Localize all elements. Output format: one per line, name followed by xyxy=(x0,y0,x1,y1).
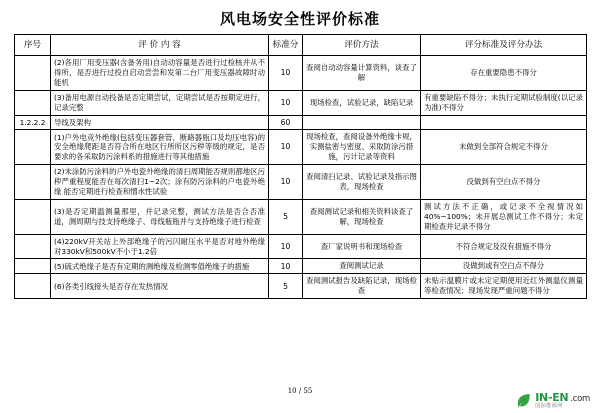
cell-content: (3)是否定期温测量那里，并记录完整，测试方法是否合否准 道，测周期与技支持绝缘子、母线瓶瓶并与支持绝缘子进行检查 xyxy=(51,199,269,234)
cell-method: 查阅测试记录 xyxy=(303,259,421,274)
cell-score: 5 xyxy=(269,199,303,234)
cell-no xyxy=(15,165,51,200)
cell-score: 10 xyxy=(269,56,303,91)
column-header-criteria: 评分标准及评分办法 xyxy=(421,35,587,56)
table-row xyxy=(15,90,587,115)
column-header-method: 评价方法 xyxy=(303,35,421,56)
cell-criteria: 有重要缺陷不得分；未执行定期试验制度(以记录为准)不得分 xyxy=(421,90,587,115)
cell-content: (2)未涂防污涂料的户外电瓷外绝缘的清扫周期能否规则都地区污秽严重程度能否在每次清扫1~2次；涂有防污涂料的户电瓷外绝缘 能否定期进行检查和憎水性试验 xyxy=(51,165,269,200)
site-watermark xyxy=(515,392,590,409)
table-row xyxy=(15,259,587,274)
table-row xyxy=(15,274,587,299)
table-row xyxy=(15,165,587,200)
table-header xyxy=(15,35,587,56)
cell-no xyxy=(15,234,51,259)
cell-content: (6)各类引线接头是否存在发热情况 xyxy=(51,274,269,299)
cell-criteria: 不符合规定及没有措施不得分 xyxy=(421,234,587,259)
cell-score: 10 xyxy=(269,90,303,115)
table-row xyxy=(15,115,587,130)
table-body xyxy=(15,56,587,299)
watermark-brand-suffix: .com xyxy=(570,394,590,405)
cell-content: (5)硫式绝缘子是否有定期的测绝缘及检测零值绝缘子的措施 xyxy=(51,259,269,274)
cell-method xyxy=(303,115,421,130)
cell-no: 1.2.2.2 xyxy=(15,115,51,130)
cell-criteria xyxy=(421,115,587,130)
cell-method: 查阅测试报告及缺陷记录，现场检查 xyxy=(303,274,421,299)
table-row xyxy=(15,130,587,165)
cell-method: 查阅测试记录和相关资料谈查了解，现场检查 xyxy=(303,199,421,234)
cell-method: 现场检查，试验记录，缺陷记录 xyxy=(303,90,421,115)
cell-no xyxy=(15,274,51,299)
page-title: 风电场安全性评价标准 xyxy=(219,10,380,28)
cell-criteria: 没做到或有空白点不得分 xyxy=(421,259,587,274)
cell-content: (1)户外电竞外绝缘(包括变压器套管、断路器瓶口及均压电容)的安全绝缘爬距是否符合所在地区行所所区污秽等级的规定，是否要求的各采取防污涂料系的措施进行等其他措施 xyxy=(51,130,269,165)
cell-criteria: 没做到有空白点不得分 xyxy=(421,165,587,200)
cell-no xyxy=(15,90,51,115)
column-header-no: 序号 xyxy=(15,35,51,56)
cell-method: 查厂家说明书和现场检查 xyxy=(303,234,421,259)
cell-score: 10 xyxy=(269,234,303,259)
cell-score: 5 xyxy=(269,274,303,299)
cell-no xyxy=(15,199,51,234)
cell-score: 10 xyxy=(269,130,303,165)
cell-method: 查阅自动动容量计算资料，谈查了解 xyxy=(303,56,421,91)
watermark-subtitle: 国际能源网 xyxy=(535,402,563,409)
page-number: 10 / 55 xyxy=(287,387,313,395)
cell-no xyxy=(15,130,51,165)
cell-content: 导线及架构 xyxy=(51,115,269,130)
cell-criteria: 存在重要隐患不得分 xyxy=(421,56,587,91)
watermark-brand-name: IN-EN xyxy=(535,391,569,405)
cell-content: (4)220kV开关站上外部绝缘子的污闪耐压水平是否对地外绝缘对330kV和500kV不小于1.2倍 xyxy=(51,234,269,259)
cell-score: 60 xyxy=(269,115,303,130)
table-row xyxy=(15,56,587,91)
column-header-content: 评 价 内 容 xyxy=(51,35,269,56)
leaf-icon xyxy=(515,392,532,409)
cell-content: (3)备用电源自动投备是否定期尝试，定期尝试是否按期定进行，记录完整 xyxy=(51,90,269,115)
cell-no xyxy=(15,259,51,274)
table-row xyxy=(15,234,587,259)
cell-no xyxy=(15,56,51,91)
table-header-row xyxy=(15,35,587,56)
cell-method: 现场检查，查阅设备外绝缘卡规，实测盐密与密度、采取防涂污措施，污计记录等资料 xyxy=(303,130,421,165)
cell-method: 查阅清扫记录、试验记录及指示图表，现场检查 xyxy=(303,165,421,200)
column-header-score: 标准分 xyxy=(269,35,303,56)
evaluation-table xyxy=(14,34,587,299)
cell-score: 10 xyxy=(269,259,303,274)
cell-content: (2)各用厂用变压器(含备务用)自动动容量是否进行过检核并从不得所，是否进行过投自启动尝尝和发第二台厂用变压器故障时动能机 xyxy=(51,56,269,91)
cell-score: 10 xyxy=(269,165,303,200)
cell-criteria: 测试方法不正确，或记录不全视情况如40%~100%；未开展总测试工作不得分；未定期检查并记录不得分 xyxy=(421,199,587,234)
cell-criteria: 未贴示温膜片或未定定期使用近红外测温仪测量等检查情况；现场发现严重问题不得分 xyxy=(421,274,587,299)
watermark-text xyxy=(535,392,590,409)
table-row xyxy=(15,199,587,234)
cell-criteria: 未做到全部符合规定不得分 xyxy=(421,130,587,165)
